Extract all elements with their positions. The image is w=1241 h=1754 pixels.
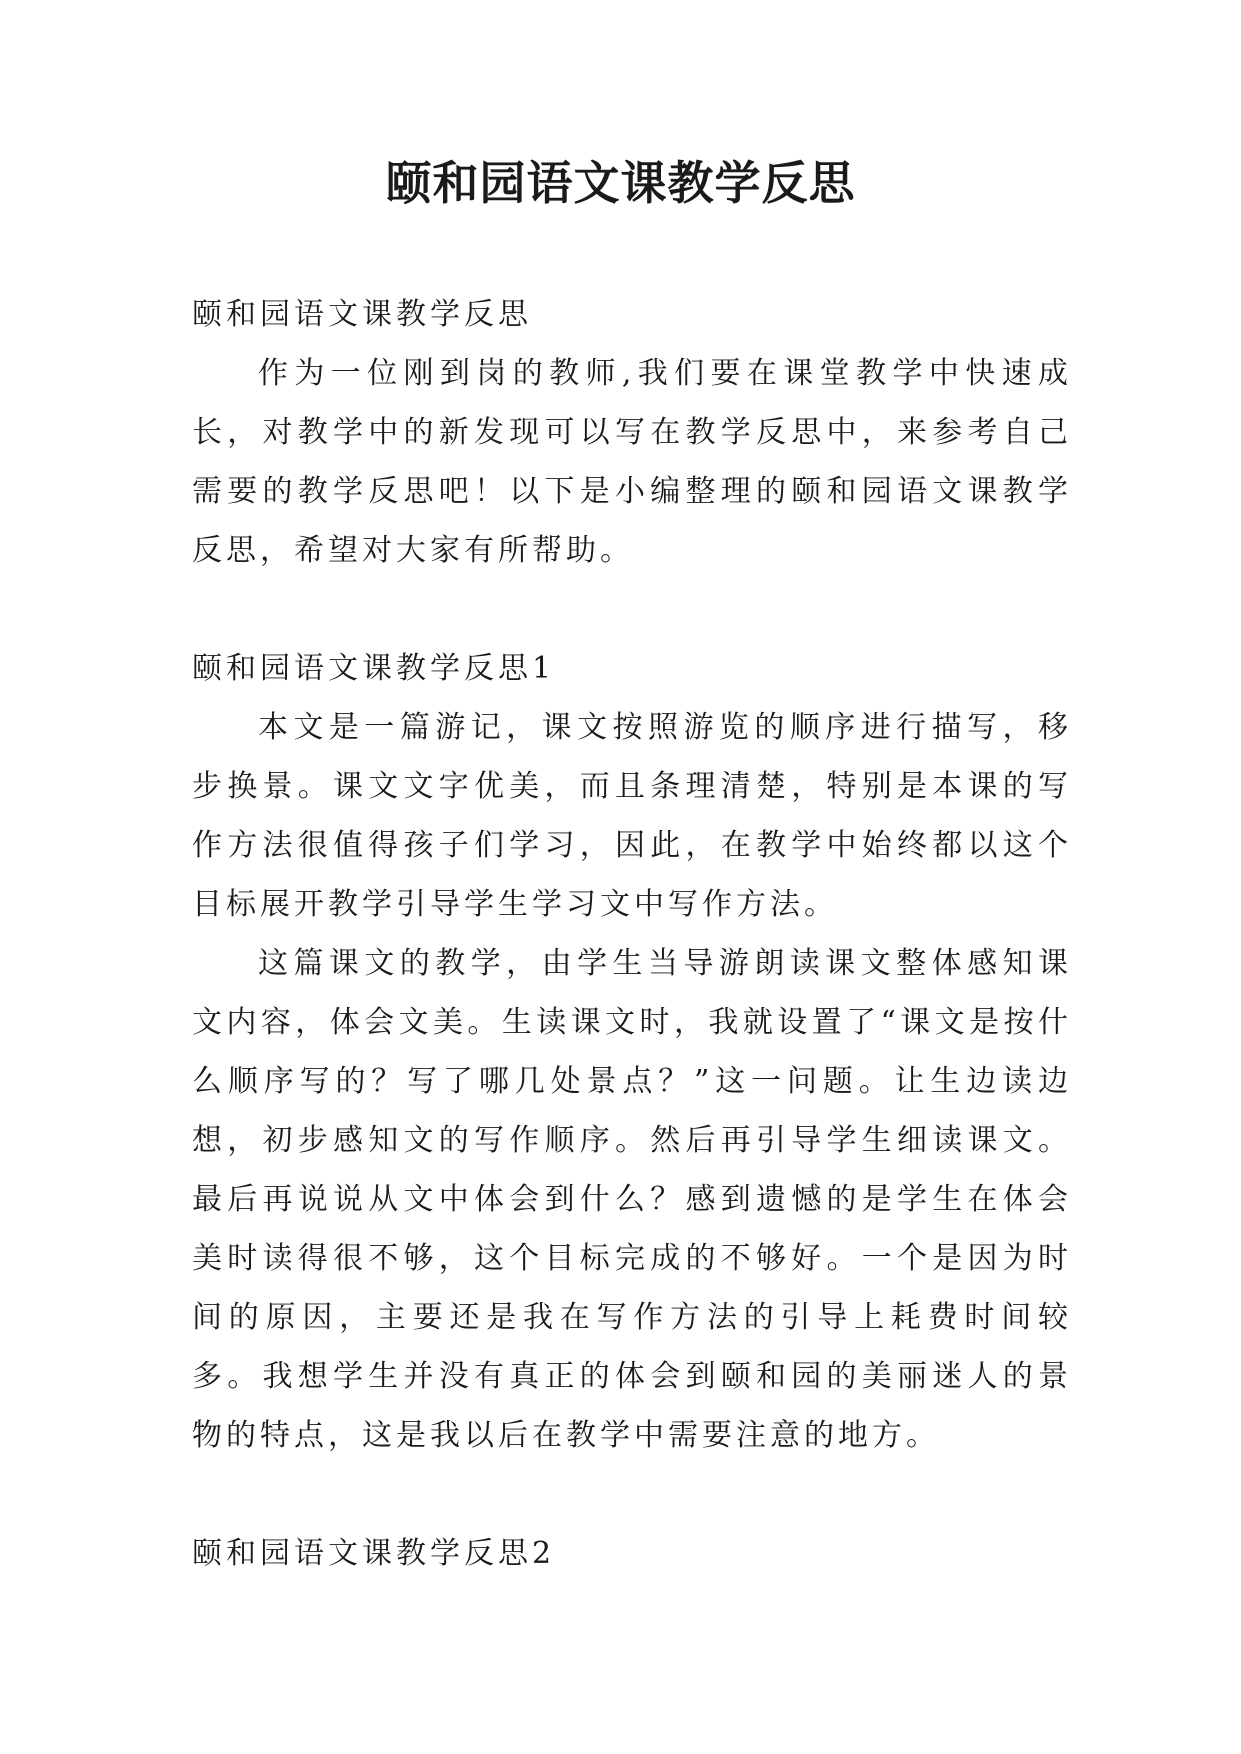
section1-paragraph-2: 这篇课文的教学，由学生当导游朗读课文整体感知课文内容，体会文美。生读课文时，我就设置了“课文是按什么顺序写的？写了哪几处景点？”这一问题。让生边读边想，初步感知文的写作顺序。然后再引导学生细读课文。最后再说说从文中体会到什么？感到遗憾的是学生在体会美时读得很不够，这个目标完成的不够好。一个是因为时间的原因，主要还是我在写作方法的引导上耗费时间较多。我想学生并没有真正的体会到颐和园的美丽迷人的景物的特点，这是我以后在教学中需要注意的地方。 xyxy=(192,946,1072,1453)
section1-paragraph-1: 本文是一篇游记，课文按照游览的顺序进行描写，移步换景。课文文字优美，而且条理清楚，特别是本课的写作方法很值得孩子们学习，因此，在教学中始终都以这个目标展开教学引导学生学习文中写作方法。 xyxy=(192,710,1072,922)
section2-heading: 颐和园语文课教学反思2 xyxy=(192,1536,556,1571)
section-spacer xyxy=(192,580,1072,639)
intro-heading: 颐和园语文课教学反思 xyxy=(192,297,532,332)
section-spacer xyxy=(192,1465,1072,1524)
document-title: 颐和园语文课教学反思 xyxy=(385,156,856,210)
section1-heading: 颐和园语文课教学反思1 xyxy=(192,651,556,686)
intro-paragraph: 作为一位刚到岗的教师,我们要在课堂教学中快速成长，对教学中的新发现可以写在教学反思中，来参考自己需要的教学反思吧！以下是小编整理的颐和园语文课教学反思，希望对大家有所帮助。 xyxy=(192,356,1072,568)
document-body xyxy=(192,285,1072,1583)
